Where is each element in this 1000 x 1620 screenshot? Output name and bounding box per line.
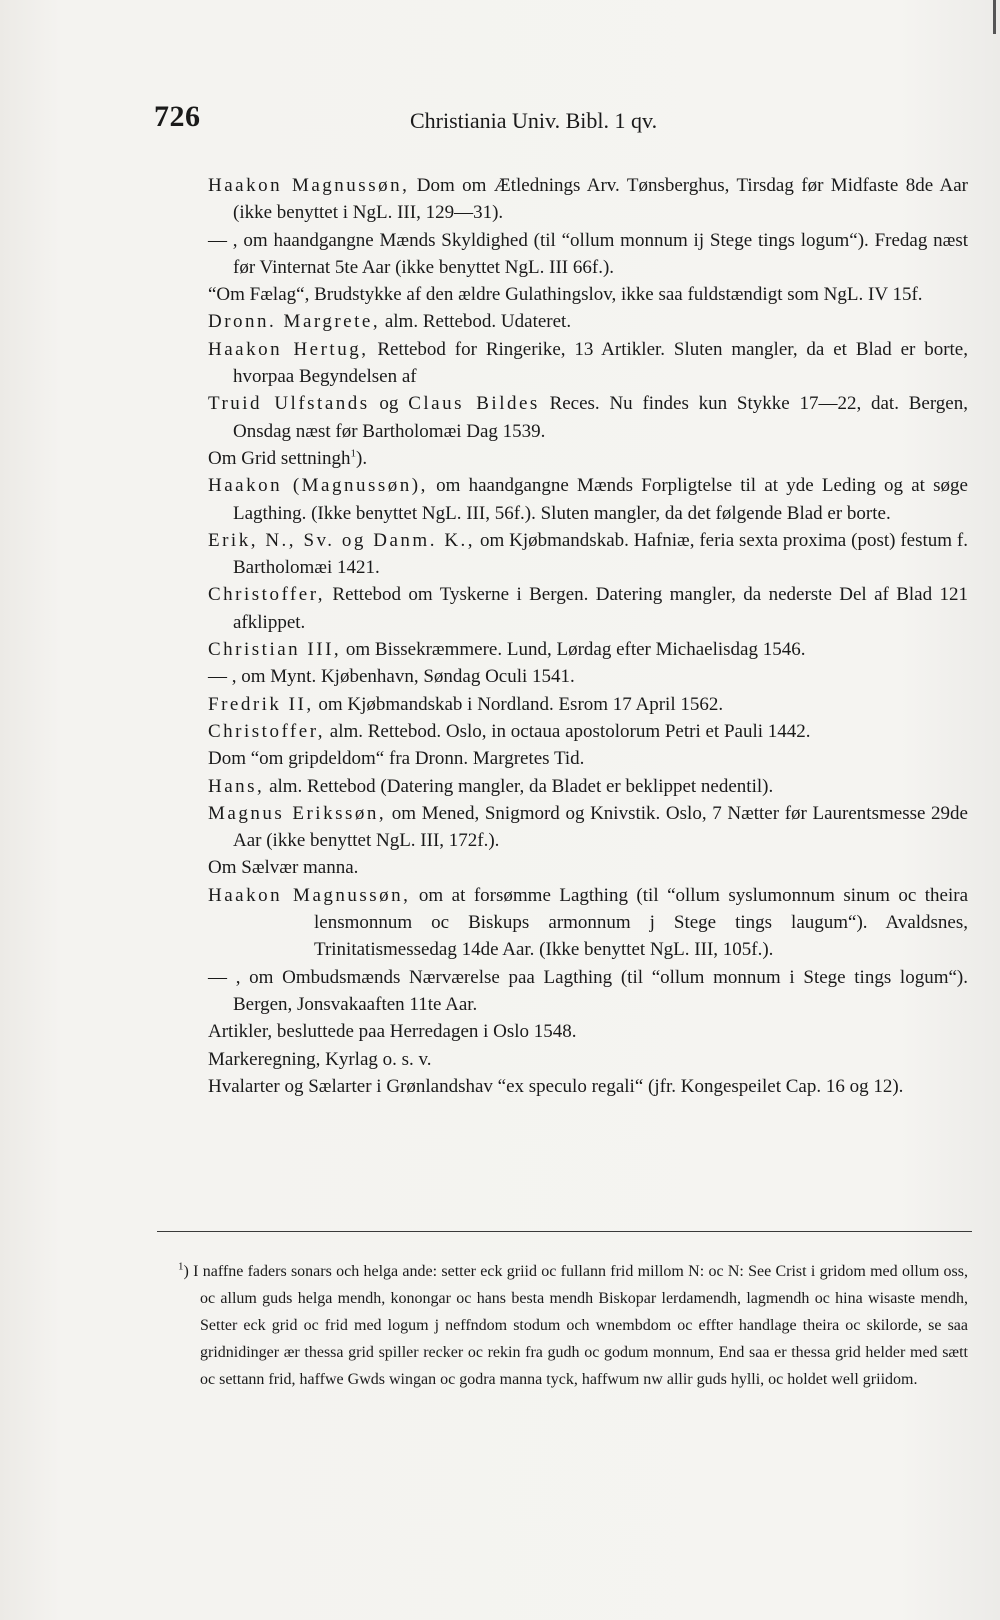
- catalogue-entry: [208, 1018, 968, 1045]
- entry-text: Dom om Ætlednings Arv. Tønsberghus, Tirsdag før Midfaste 8de Aar (ikke benyttet i NgL. III, 129—31).: [233, 175, 968, 224]
- entry-text: Rettebod om Tyskerne i Bergen. Datering mangler, da nederste Del af Blad 121 afklippet.: [233, 584, 968, 633]
- catalogue-entry: [208, 527, 968, 582]
- catalogue-entry: [208, 663, 968, 690]
- entry-heading: Dronn. Margrete,: [208, 311, 381, 333]
- footnote-text: I naffne faders sonars och helga ande: setter eck griid oc fullann frid millom N: oc N: See Crist i gridom med ollum oss, oc allum guds helga mendh, konongar oc hans besta mendh Biskopar lerdamendh, lagmendh oc hina wisaste mendh, Setter eck grid oc frid med logum j neffndom stodum och wnembdom oc effter handlage theira oc skilorde, se saa gridnidinger ær thessa grid spiller recker oc rekin fra gudh oc godum monnum, End saa er thessa grid helder med sætt oc settann frid, haffwe Gwds wingan oc godra manna tyck, haffwum nw allir guds hylli, oc holdet well griidom.: [193, 1263, 969, 1388]
- entry-text: om Bissekræmmere. Lund, Lørdag efter Michaelisdag 1546.: [341, 639, 806, 661]
- footnote: $^1$) I naffne faders sonars och helga ande: setter eck griid oc fullann frid millom N: oc N: See Crist i gridom med ollum oss, oc allum guds helga mendh, konongar oc hans besta mendh Biskopar lerdamendh, lagmendh oc hina wisaste mendh, Setter eck grid oc frid med logum j neffndom stodum och wnembdom oc effter handlage theira oc skilorde, se saa gridnidinger ær thessa grid spiller recker oc rekin fra gudh oc godum monnum, End saa er thessa grid helder med sætt oc settann frid, haffwe Gwds wingan oc godra manna tyck, haffwum nw allir guds hylli, oc holdet well griidom.: [178, 1260, 969, 1388]
- entry-heading: Truid Ulfstands: [208, 393, 370, 415]
- catalogue-entry: [208, 1046, 968, 1073]
- catalogue-entry: [208, 445, 968, 472]
- catalogue-entry: [208, 281, 968, 308]
- catalogue-entry: [208, 636, 968, 663]
- entry-text: ).: [356, 447, 368, 469]
- entry-heading: Claus Bildes: [408, 393, 540, 415]
- entry-text: alm. Rettebod. Udateret.: [380, 311, 572, 333]
- footnote-divider: [157, 1231, 972, 1232]
- catalogue-entry: [208, 390, 968, 445]
- catalogue-entry: [208, 336, 968, 391]
- entry-text: om Mened, Snigmord og Knivstik. Oslo, 7 Nætter før Laurentsmesse 29de Aar (ikke benyttet NgL. III, 172f.).: [233, 802, 968, 852]
- entry-text: om haandgangne Mænds Forpligtelse til at yde Leding og at søge Lagthing. (Ikke benyttet NgL. III, 56f.). Sluten mangler, da det følgende Blad er borte.: [233, 475, 968, 524]
- catalogue-entries: [208, 172, 968, 1100]
- running-head: Christiania Univ. Bibl. 1 qv.: [410, 108, 658, 133]
- entry-text: alm. Rettebod. Oslo, in octaua apostolorum Petri et Pauli 1442.: [325, 720, 811, 742]
- entry-text: “Om Fælag“, Brudstykke af den ældre Gulathingslov, ikke saa fuldstændigt som NgL. IV 15f.: [208, 284, 923, 306]
- catalogue-entry: [208, 800, 968, 855]
- catalogue-entry: [208, 773, 968, 800]
- footnote-reference: 1: [350, 447, 356, 460]
- footnote-mark: 1: [178, 1260, 184, 1273]
- entry-text: Om Sælvær manna.: [208, 857, 359, 879]
- entry-text: alm. Rettebod (Datering mangler, da Bladet er beklippet nedentil).: [264, 775, 774, 797]
- catalogue-entry: [208, 964, 968, 1019]
- catalogue-entry: [208, 472, 968, 527]
- entry-heading: Haakon (Magnussøn),: [208, 475, 428, 497]
- scan-edge-mark: [993, 0, 996, 34]
- entry-text: — , om Mynt. Kjøbenhavn, Søndag Oculi 1541.: [208, 666, 575, 688]
- entry-text: om at forsømme Lagthing (til “ollum syslumonnum sinum oc theira lensmonnum oc Biskups armonnum j Stege tings laugum“). Avaldsnes, Trinitatismessedag 14de Aar. (Ikke benyttet NgL. III, 105f.).: [314, 884, 969, 961]
- entry-heading: Haakon Hertug,: [208, 338, 369, 360]
- catalogue-entry: [208, 882, 968, 964]
- entry-text: Dom “om gripdeldom“ fra Dronn. Margretes Tid.: [208, 748, 585, 770]
- entry-heading: Erik, N., Sv. og Danm. K.,: [208, 529, 476, 551]
- page-number: 726: [154, 100, 201, 133]
- entry-text: Om Grid settningh: [208, 447, 351, 469]
- catalogue-entry: [208, 691, 968, 718]
- entry-text: Rettebod for Ringerike, 13 Artikler. Sluten mangler, da et Blad er borte, hvorpaa Begyndelsen af: [233, 338, 968, 388]
- entry-heading: Haakon Magnussøn,: [208, 175, 410, 196]
- entry-text: — , om haandgangne Mænds Skyldighed (til “ollum monnum ij Stege tings logum“). Fredag næst før Vinternat 5te Aar (ikke benyttet NgL. III 66f.).: [208, 229, 968, 278]
- entry-text: — , om Ombudsmænds Nærværelse paa Lagthing (til “ollum monnum i Stege tings logum“). Bergen, Jonsvakaaften 11te Aar.: [208, 966, 968, 1015]
- entry-text: om Kjøbmandskab. Hafniæ, feria sexta proxima (post) festum f. Bartholomæi 1421.: [233, 529, 968, 579]
- entry-heading: Magnus Erikssøn,: [208, 802, 387, 824]
- catalogue-entry: [208, 308, 968, 335]
- entry-text: om Kjøbmandskab i Nordland. Esrom 17 April 1562.: [313, 693, 724, 715]
- catalogue-entry: [208, 718, 968, 745]
- entry-text: Markeregning, Kyrlag o. s. v.: [208, 1048, 432, 1070]
- catalogue-entry: [208, 1073, 968, 1100]
- entry-text: og: [369, 393, 409, 415]
- catalogue-entry: [208, 854, 968, 881]
- entry-text: Hvalarter og Sælarter i Grønlandshav “ex speculo regali“ (jfr. Kongespeilet Cap. 16 og 12).: [208, 1075, 904, 1097]
- catalogue-entry: [208, 172, 968, 227]
- catalogue-entry: [208, 227, 968, 282]
- entry-heading: Christoffer,: [208, 584, 326, 606]
- entry-heading: Haakon Magnussøn,: [208, 884, 411, 906]
- entry-heading: Fredrik II,: [208, 693, 314, 715]
- entry-heading: Christian III,: [208, 639, 342, 661]
- entry-text: Reces. Nu findes kun Stykke 17—22, dat. Bergen, Onsdag næst før Bartholomæi Dag 1539.: [233, 393, 968, 442]
- entry-text: Artikler, besluttede paa Herredagen i Oslo 1548.: [208, 1021, 577, 1043]
- entry-heading: Christoffer,: [208, 720, 326, 742]
- catalogue-entry: [208, 581, 968, 636]
- entry-heading: Hans,: [208, 775, 265, 797]
- catalogue-entry: [208, 745, 968, 772]
